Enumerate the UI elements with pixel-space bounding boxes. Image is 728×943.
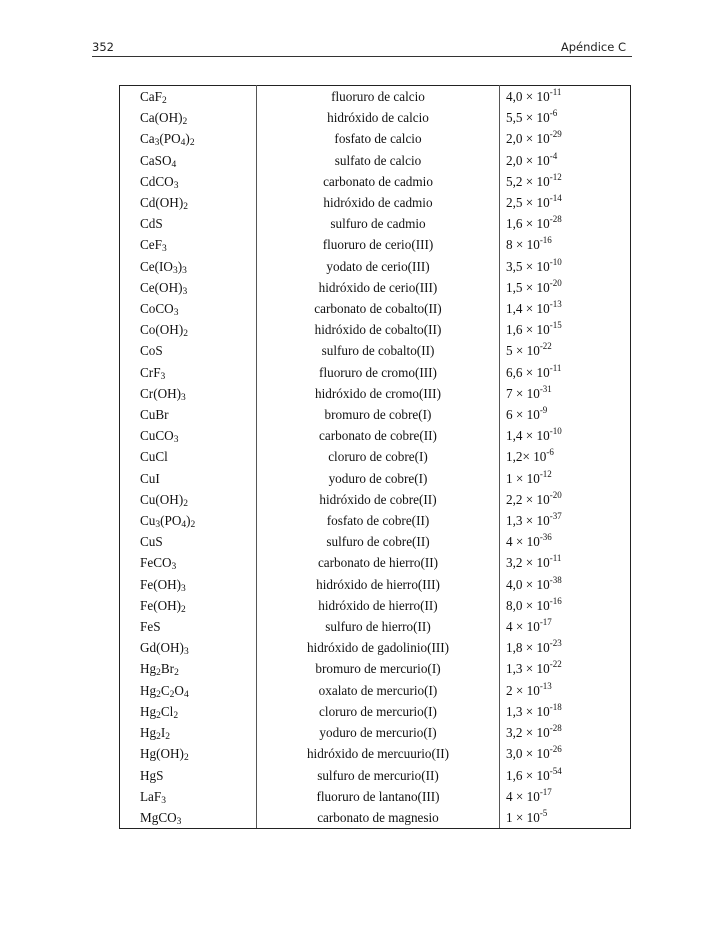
compound-name-cell: yoduro de mercurio(I) <box>257 722 500 743</box>
formula-cell: CaF$_2$ <box>120 86 257 108</box>
formula-cell: CrF$_3$ <box>120 362 257 383</box>
table-row <box>120 595 631 616</box>
table-row <box>120 722 631 743</box>
formula-cell: $Hg_2C_2O_4$ <box>120 680 257 701</box>
formula-cell: $Cu(OH)_2$ <box>120 489 257 510</box>
compound-name-cell: hidróxido de gadolinio(III) <box>257 637 500 658</box>
ksp-value-cell: $1,3 \times 10^{-22}$ <box>500 658 631 679</box>
table-row <box>120 404 631 425</box>
ksp-value-cell: $8,0 \times 10^{-16}$ <box>500 595 631 616</box>
table-row <box>120 298 631 319</box>
formula-cell: CoS <box>120 340 257 361</box>
ksp-value-cell: $2 \times 10^{-13}$ <box>500 680 631 701</box>
page-number: 352 <box>92 40 114 54</box>
compound-name-cell: hidróxido de cerio(III) <box>257 277 500 298</box>
formula-cell: $Ce(IO_3)_3$ <box>120 256 257 277</box>
table-row <box>120 86 631 108</box>
compound-name-cell: sulfuro de cobre(II) <box>257 531 500 552</box>
compound-name-cell: yodato de cerio(III) <box>257 256 500 277</box>
ksp-value-cell: $1,4 \times 10^{-10}$ <box>500 425 631 446</box>
ksp-value-cell: $6 \times 10^{-9}$ <box>500 404 631 425</box>
table-row <box>120 362 631 383</box>
compound-name-cell: bromuro de mercurio(I) <box>257 658 500 679</box>
ksp-value-cell: $1,3 \times 10^{-18}$ <box>500 701 631 722</box>
formula-cell: $Hg_2I_2$ <box>120 722 257 743</box>
ksp-value-cell: $1,4 \times 10^{-13}$ <box>500 298 631 319</box>
compound-name-cell: yoduro de cobre(I) <box>257 468 500 489</box>
compound-name-cell: hidróxido de mercuurio(II) <box>257 743 500 764</box>
compound-name-cell: fosfato de calcio <box>257 128 500 149</box>
formula-cell: $Fe(OH)_2$ <box>120 595 257 616</box>
compound-name-cell: hidróxido de cromo(III) <box>257 383 500 404</box>
ksp-value-cell: $4 \times 10^{-36}$ <box>500 531 631 552</box>
formula-cell: LaF$_3$ <box>120 786 257 807</box>
compound-name-cell: carbonato de cobre(II) <box>257 425 500 446</box>
table-row <box>120 786 631 807</box>
compound-name-cell: carbonato de magnesio <box>257 807 500 829</box>
table-row <box>120 446 631 467</box>
table-row <box>120 150 631 171</box>
ksp-value-cell: $1,8 \times 10^{-23}$ <box>500 637 631 658</box>
formula-cell: MgCO$_3$ <box>120 807 257 829</box>
formula-cell: $Ce(OH)_3$ <box>120 277 257 298</box>
formula-cell: $Hg_2Br_2$ <box>120 658 257 679</box>
table-row <box>120 256 631 277</box>
table-row <box>120 574 631 595</box>
table-row <box>120 213 631 234</box>
ksp-value-cell: $1,6 \times 10^{-54}$ <box>500 765 631 786</box>
formula-cell: CuS <box>120 531 257 552</box>
table-row <box>120 680 631 701</box>
table-row <box>120 701 631 722</box>
formula-cell: $Cr(OH)_3$ <box>120 383 257 404</box>
table-row <box>120 234 631 255</box>
table-row <box>120 658 631 679</box>
compound-name-cell: bromuro de cobre(I) <box>257 404 500 425</box>
ksp-value-cell: $1,3 \times 10^{-37}$ <box>500 510 631 531</box>
ksp-value-cell: $3,2 \times 10^{-11}$ <box>500 552 631 573</box>
formula-cell: HgS <box>120 765 257 786</box>
formula-cell: CuCl <box>120 446 257 467</box>
ksp-value-cell: $5 \times 10^{-22}$ <box>500 340 631 361</box>
header-rule <box>92 56 632 57</box>
ksp-value-cell: $4 \times 10^{-17}$ <box>500 786 631 807</box>
ksp-value-cell: $2,0 \times 10^{-29}$ <box>500 128 631 149</box>
compound-name-cell: sulfuro de cobalto(II) <box>257 340 500 361</box>
running-head: Apéndice C <box>560 40 626 54</box>
formula-cell: CuI <box>120 468 257 489</box>
formula-cell: FeS <box>120 616 257 637</box>
formula-cell: $Gd(OH)_3$ <box>120 637 257 658</box>
compound-name-cell: fluoruro de lantano(III) <box>257 786 500 807</box>
formula-cell: $Fe(OH)_3$ <box>120 574 257 595</box>
compound-name-cell: sulfuro de cadmio <box>257 213 500 234</box>
formula-cell: CuCO$_3$ <box>120 425 257 446</box>
compound-name-cell: hidróxido de cadmio <box>257 192 500 213</box>
formula-cell: CdS <box>120 213 257 234</box>
table-row <box>120 128 631 149</box>
table-row <box>120 425 631 446</box>
compound-name-cell: oxalato de mercurio(I) <box>257 680 500 701</box>
solubility-product-table <box>119 85 631 829</box>
compound-name-cell: cloruro de mercurio(I) <box>257 701 500 722</box>
ksp-value-cell: $4,0 \times 10^{-11}$ <box>500 86 631 108</box>
formula-cell: $Ca(OH)_2$ <box>120 107 257 128</box>
compound-name-cell: fluoruro de cerio(III) <box>257 234 500 255</box>
compound-name-cell: carbonato de cobalto(II) <box>257 298 500 319</box>
formula-cell: CaSO$_4$ <box>120 150 257 171</box>
ksp-value-cell: $3,2 \times 10^{-28}$ <box>500 722 631 743</box>
compound-name-cell: hidróxido de hierro(II) <box>257 595 500 616</box>
table-row <box>120 743 631 764</box>
table-row <box>120 107 631 128</box>
ksp-value-cell: $2,5 \times 10^{-14}$ <box>500 192 631 213</box>
compound-name-cell: sulfuro de mercurio(II) <box>257 765 500 786</box>
ksp-value-cell: $2,2 \times 10^{-20}$ <box>500 489 631 510</box>
table-row <box>120 510 631 531</box>
compound-name-cell: sulfuro de hierro(II) <box>257 616 500 637</box>
compound-name-cell: fluoruro de cromo(III) <box>257 362 500 383</box>
compound-name-cell: hidróxido de cobre(II) <box>257 489 500 510</box>
ksp-value-cell: $1,6 \times 10^{-15}$ <box>500 319 631 340</box>
table-row <box>120 277 631 298</box>
ksp-value-cell: $3,5 \times 10^{-10}$ <box>500 256 631 277</box>
table-row <box>120 807 631 829</box>
table-row <box>120 531 631 552</box>
ksp-value-cell: $5,5 \times 10^{-6}$ <box>500 107 631 128</box>
compound-name-cell: cloruro de cobre(I) <box>257 446 500 467</box>
formula-cell: $Hg_2Cl_2$ <box>120 701 257 722</box>
formula-cell: $Hg(OH)_2$ <box>120 743 257 764</box>
ksp-value-cell: $6,6 \times 10^{-11}$ <box>500 362 631 383</box>
table-row <box>120 468 631 489</box>
table-row <box>120 552 631 573</box>
ksp-value-cell: $5,2 \times 10^{-12}$ <box>500 171 631 192</box>
compound-name-cell: fosfato de cobre(II) <box>257 510 500 531</box>
compound-name-cell: hidróxido de calcio <box>257 107 500 128</box>
formula-cell: $Cd(OH)_2$ <box>120 192 257 213</box>
formula-cell: FeCO$_3$ <box>120 552 257 573</box>
table-row <box>120 489 631 510</box>
formula-cell: $Ca_3(PO_4)_2$ <box>120 128 257 149</box>
ksp-value-cell: $2,0 \times 10^{-4}$ <box>500 150 631 171</box>
table-row <box>120 616 631 637</box>
ksp-value-cell: $7 \times 10^{-31}$ <box>500 383 631 404</box>
table-body <box>120 86 631 829</box>
table-row <box>120 192 631 213</box>
formula-cell: CuBr <box>120 404 257 425</box>
table-row <box>120 383 631 404</box>
ksp-value-cell: $4,0 \times 10^{-38}$ <box>500 574 631 595</box>
formula-cell: CdCO$_3$ <box>120 171 257 192</box>
compound-name-cell: carbonato de hierro(II) <box>257 552 500 573</box>
compound-name-cell: sulfato de calcio <box>257 150 500 171</box>
ksp-value-cell: $1 \times 10^{-12}$ <box>500 468 631 489</box>
formula-cell: $Co(OH)_2$ <box>120 319 257 340</box>
ksp-value-cell: $3,0 \times 10^{-26}$ <box>500 743 631 764</box>
formula-cell: CoCO$_3$ <box>120 298 257 319</box>
formula-cell: $Cu_3(PO_4)_2$ <box>120 510 257 531</box>
table-row <box>120 340 631 361</box>
compound-name-cell: hidróxido de hierro(III) <box>257 574 500 595</box>
ksp-value-cell: $1,2\times 10^{-6}$ <box>500 446 631 467</box>
ksp-value-cell: $4 \times 10^{-17}$ <box>500 616 631 637</box>
ksp-value-cell: $1 \times 10^{-5}$ <box>500 807 631 829</box>
table-row <box>120 765 631 786</box>
compound-name-cell: fluoruro de calcio <box>257 86 500 108</box>
ksp-value-cell: $8 \times 10^{-16}$ <box>500 234 631 255</box>
compound-name-cell: hidróxido de cobalto(II) <box>257 319 500 340</box>
compound-name-cell: carbonato de cadmio <box>257 171 500 192</box>
ksp-value-cell: $1,6 \times 10^{-28}$ <box>500 213 631 234</box>
ksp-value-cell: $1,5 \times 10^{-20}$ <box>500 277 631 298</box>
table-row <box>120 637 631 658</box>
table-row <box>120 171 631 192</box>
table-row <box>120 319 631 340</box>
formula-cell: CeF$_3$ <box>120 234 257 255</box>
